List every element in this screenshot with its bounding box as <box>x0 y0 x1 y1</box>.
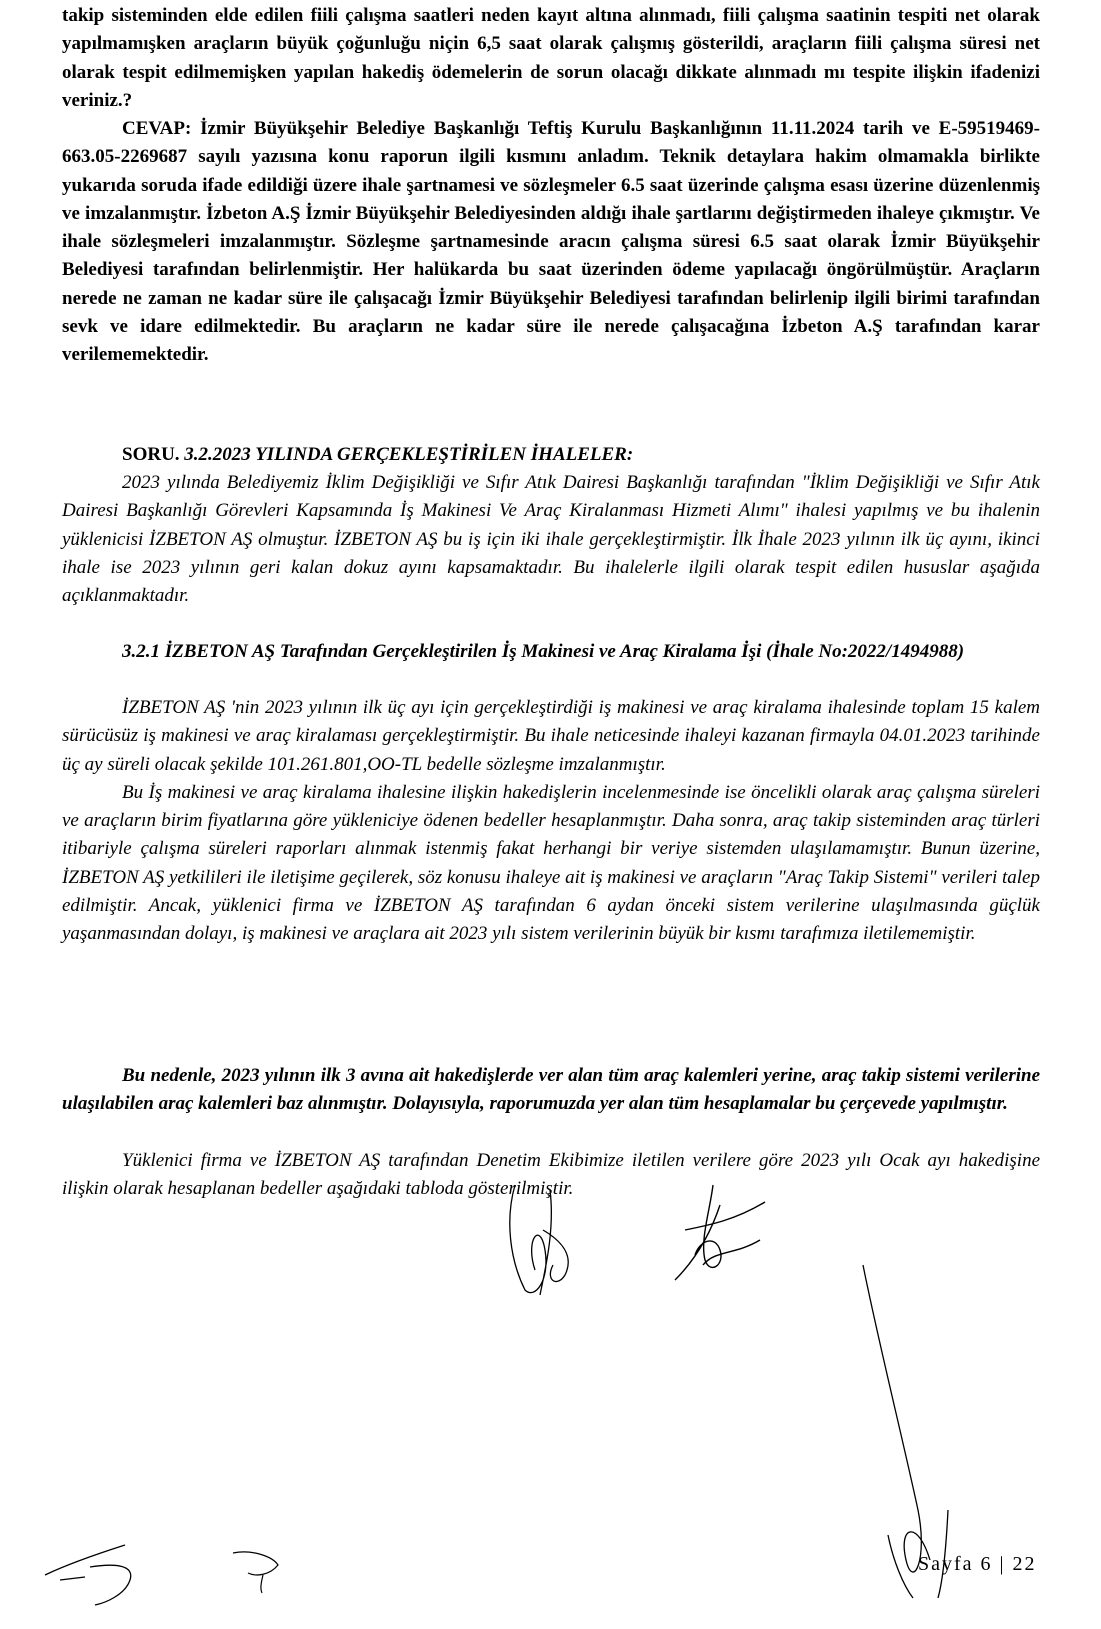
initial-1 <box>40 1535 150 1610</box>
section-label: SORU. <box>122 444 180 465</box>
subsection-title: 3.2.1 İZBETON AŞ Tarafından Gerçekleştirilen İş Makinesi ve Araç Kiralama İşi (İhale No:2022/1494988) <box>122 641 965 662</box>
question-continuation <box>62 2 1040 115</box>
paragraph-1: İZBETON AŞ 'nin 2023 yılının ilk üç ayı için gerçekleştirdiği iş makinesi ve araç kiralama ihalesinde toplam 15 kalem sürücüsüz iş makinesi ve araç kiralaması gerçekleştirmiştir. Bu ihale neticesinde ihaleyi kazanan firmayla 04.01.2023 tarihinde üç ay süreli olacak şekilde 101.261.801,OO-TL bedelle sözleşme imzalanmıştır. <box>62 697 1040 775</box>
section-heading <box>62 441 1040 469</box>
signature-3 <box>858 1260 958 1600</box>
signature-2 <box>665 1180 775 1290</box>
answer-text: CEVAP: İzmir Büyükşehir Belediye Başkanlığı Teftiş Kurulu Başkanlığının 11.11.2024 tarih ve E-59519469-663.05-2269687 sayılı yazısına konu raporun ilgili kısmını anladım. Teknik detaylara hakim olmamakla birlikte yukarıda soruda ifade edildiği üzere ihale şartnamesi ve sözleşmeler 6.5 saat üzerinde çalışma esası üzerine düzenlenmiş ve imzalanmıştır. İzbeton A.Ş İzmir Büyükşehir Belediyesinden aldığı ihale şartlarını değiştirmeden ihaleye çıkmıştır. Ve ihale sözleşmeleri imzalanmıştır. Sözleşme şartnamesinde aracın çalışma süresi 6.5 saat olarak İzmir Büyükşehir Belediyesi tarafından belirlenmiştir. Her halükarda bu saat üzerinden ödeme yapılacağı öngörülmüştür. Araçların nerede ne zaman ne kadar süre ile çalışacağı İzmir Büyükşehir Belediyesi tarafından belirlenip ilgili birimi tarafından sevk ve idare edilmektedir. Bu araçların ne kadar süre ile nerede çalışacağına İzbeton A.Ş tarafından karar verilememektedir. <box>62 118 1040 366</box>
paragraph-2: Bu İş makinesi ve araç kiralama ihalesine ilişkin hakedişlerin incelenmesinde ise öncelikli olarak araç çalışma süreleri ve araçların birim fiyatlarına göre yükleniciye ödenen bedeller hesaplanmıştır. Daha sonra, araç takip sisteminden araç türleri itibariyle çalışma süreleri raporları alınmak istenmiş fakat herhangi bir veriye sistemden ulaşılamamıştır. Bunun üzerine, İZBETON AŞ yetkilileri ile iletişime geçilerek, söz konusu ihaleye ait iş makinesi ve araçların "Araç Takip Sistemi" verileri talep edilmiştir. Ancak, yüklenici firma ve İZBETON AŞ tarafından 6 aydan önceki sistem verilerine ulaşılmasında güçlük yaşanmasından dolayı, iş makinesi ve araçlara ait 2023 yılı sistem verilerinin büyük bir kısmı tarafımıza iletilememiştir. <box>62 781 1040 945</box>
emphasis-paragraph <box>62 1062 1040 1119</box>
page-number: Sayfa 6 | 22 <box>918 1553 1037 1575</box>
section-body-text: 2023 yılında Belediyemiz İklim Değişikliği ve Sıfır Atık Dairesi Başkanlığı tarafından "İklim Değişikliği ve Sıfır Atık Dairesi Başkanlığı Görevleri Kapsamında İş Makinesi Ve Araç Kiralanması Hizmeti Alımı" ihalesi yapılmış ve bu ihalenin yüklenicisi İZBETON AŞ olmuştur. İZBETON AŞ bu iş için iki ihale gerçekleştirmiştir. İlk İhale 2023 yılının ilk üç ayını, ikinci ihale ise 2023 yılının geri kalan dokuz ayını kapsamaktadır. Bu ihalelerle ilgili olarak tespit edilen hususlar aşağıda açıklanmaktadır. <box>62 472 1040 607</box>
paragraph-3: Bu nedenle, 2023 yılının ilk 3 avına ait hakedişlerde ver alan tüm araç kalemleri yerine, araç takip sistemi verilerine ulaşılabilen araç kalemleri baz alınmıştır. Dolayısıyla, raporumuzda yer alan tüm hesaplamalar bu çerçevede yapılmıştır. <box>62 1065 1040 1115</box>
paragraph-4: Yüklenici firma ve İZBETON AŞ tarafından Denetim Ekibimize iletilen verilere göre 2023 yılı Ocak ayı hakedişine ilişkin olarak hesaplanan bedeller aşağıdaki tabloda gösterilmiştir. <box>62 1150 1040 1200</box>
answer-block <box>62 115 1040 370</box>
subsection-body <box>62 694 1040 949</box>
section-title: 3.2.2023 YILINDA GERÇEKLEŞTİRİLEN İHALELER: <box>184 444 634 465</box>
question-text: takip sisteminden elde edilen fiili çalışma saatleri neden kayıt altına alınmadı, fiili çalışma saatinin tespiti net olarak yapılmamışken araçların büyük çoğunluğu niçin 6,5 saat olarak çalışmış gösterildi, araçların fiili çalışma süresi net olarak tespit edilmemişken yapılan hakediş ödemelerin de sorun olacağı dikkate alınmadı mı tespite ilişkin ifadenizi veriniz.? <box>62 5 1040 111</box>
subsection-heading <box>62 638 1040 666</box>
signature-1 <box>495 1180 605 1305</box>
initial-2 <box>228 1545 298 1595</box>
section-body <box>62 469 1040 610</box>
